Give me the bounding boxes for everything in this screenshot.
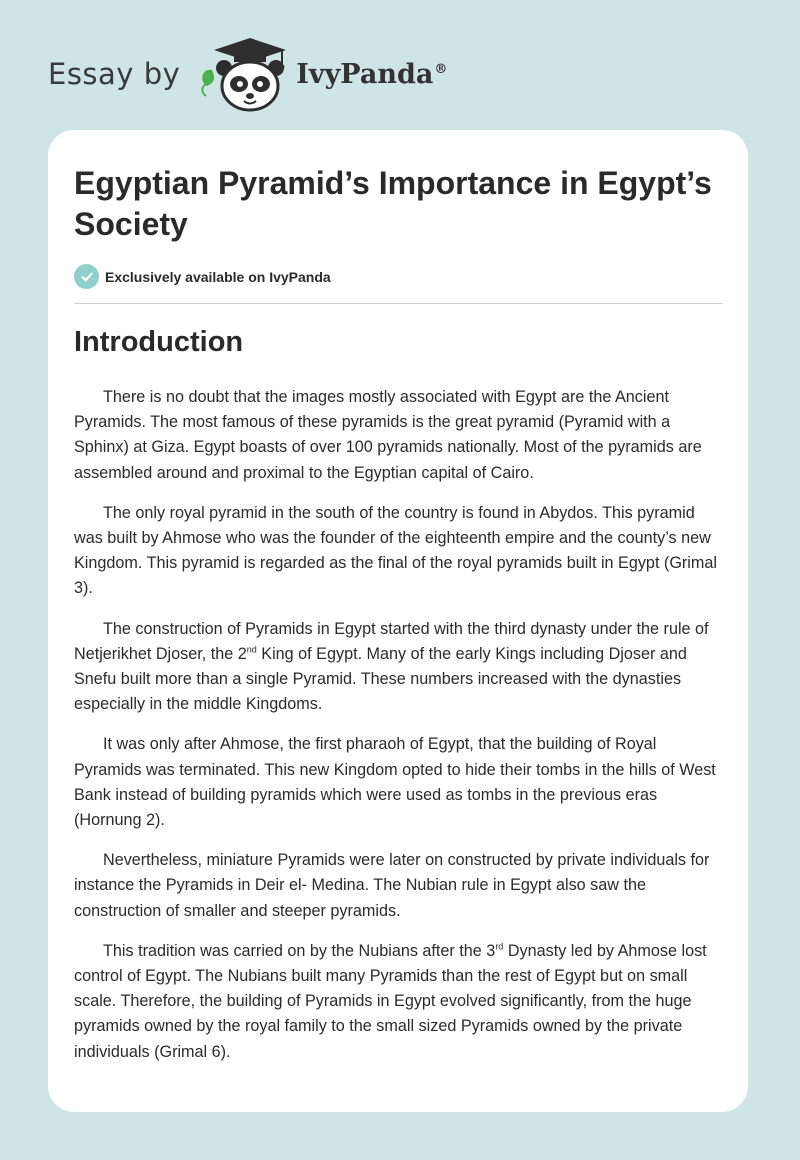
article-card bbox=[48, 130, 748, 1112]
ordinal-suffix: rd bbox=[495, 941, 504, 952]
paragraph-5: Nevertheless, miniature Pyramids were later on constructed by private individuals for instance the Pyramids in Deir el- Medina. The Nubian rule in Egypt also saw the construction of smaller and steeper pyramids. bbox=[74, 851, 710, 920]
divider bbox=[74, 303, 723, 304]
exclusive-badge bbox=[74, 264, 331, 289]
panda-graduate-icon[interactable] bbox=[194, 34, 290, 114]
brand-name[interactable]: IvyPanda® bbox=[296, 58, 448, 90]
checkmark-icon bbox=[74, 264, 99, 289]
paragraph-2: The only royal pyramid in the south of the country is found in Abydos. This pyramid was built by Ahmose who was the founder of the eighteenth empire and the county’s new Kingdom. This pyramid is regarded as the final of the royal pyramids built in Egypt (Grimal 3). bbox=[74, 503, 717, 598]
registered-mark: ® bbox=[434, 61, 448, 77]
paragraph-1: There is no doubt that the images mostly associated with Egypt are the Ancient Pyramids. The most famous of these pyramids is the great pyramid (Pyramid with a Sphinx) at Giza. Egypt boasts of over 100 pyramids nationally. Most of the pyramids are assembled around and proximal to the Egyptian capital of Cairo. bbox=[74, 388, 702, 482]
paragraph-3: The construction of Pyramids in Egypt started with the third dynasty under the rule of Netjerikhet Djoser, the 2nd King of Egypt. Many of the early Kings including Djoser and Snefu built more than a single Pyramid. These numbers increased with the dynasties especially in the middle Kingdoms. bbox=[74, 619, 709, 714]
paragraph-6: This tradition was carried on by the Nubians after the 3rd Dynasty led by Ahmose lost control of Egypt. The Nubians built many Pyramids than the rest of Egypt but on small scale. Therefore, the building of Pyramids in Egypt evolved significantly, from the huge pyramids owned by the royal family to the small sized Pyramids owned by the private individuals (Grimal 6). bbox=[74, 941, 707, 1061]
exclusive-badge-label: Exclusively available on IvyPanda bbox=[105, 268, 331, 285]
ordinal-suffix: nd bbox=[246, 644, 257, 655]
article-title: Egyptian Pyramid’s Importance in Egypt’s Society bbox=[74, 165, 712, 242]
paragraph-4: It was only after Ahmose, the first pharaoh of Egypt, that the building of Royal Pyramids was terminated. This new Kingdom opted to hide their tombs in the hills of West Bank instead of building pyramids which were used as tombs in the previous eras (Hornung 2). bbox=[74, 735, 716, 830]
article-body bbox=[74, 385, 724, 1080]
section-heading-introduction: Introduction bbox=[74, 326, 244, 358]
site-header bbox=[48, 34, 447, 114]
essay-by-label: Essay by bbox=[48, 57, 181, 91]
